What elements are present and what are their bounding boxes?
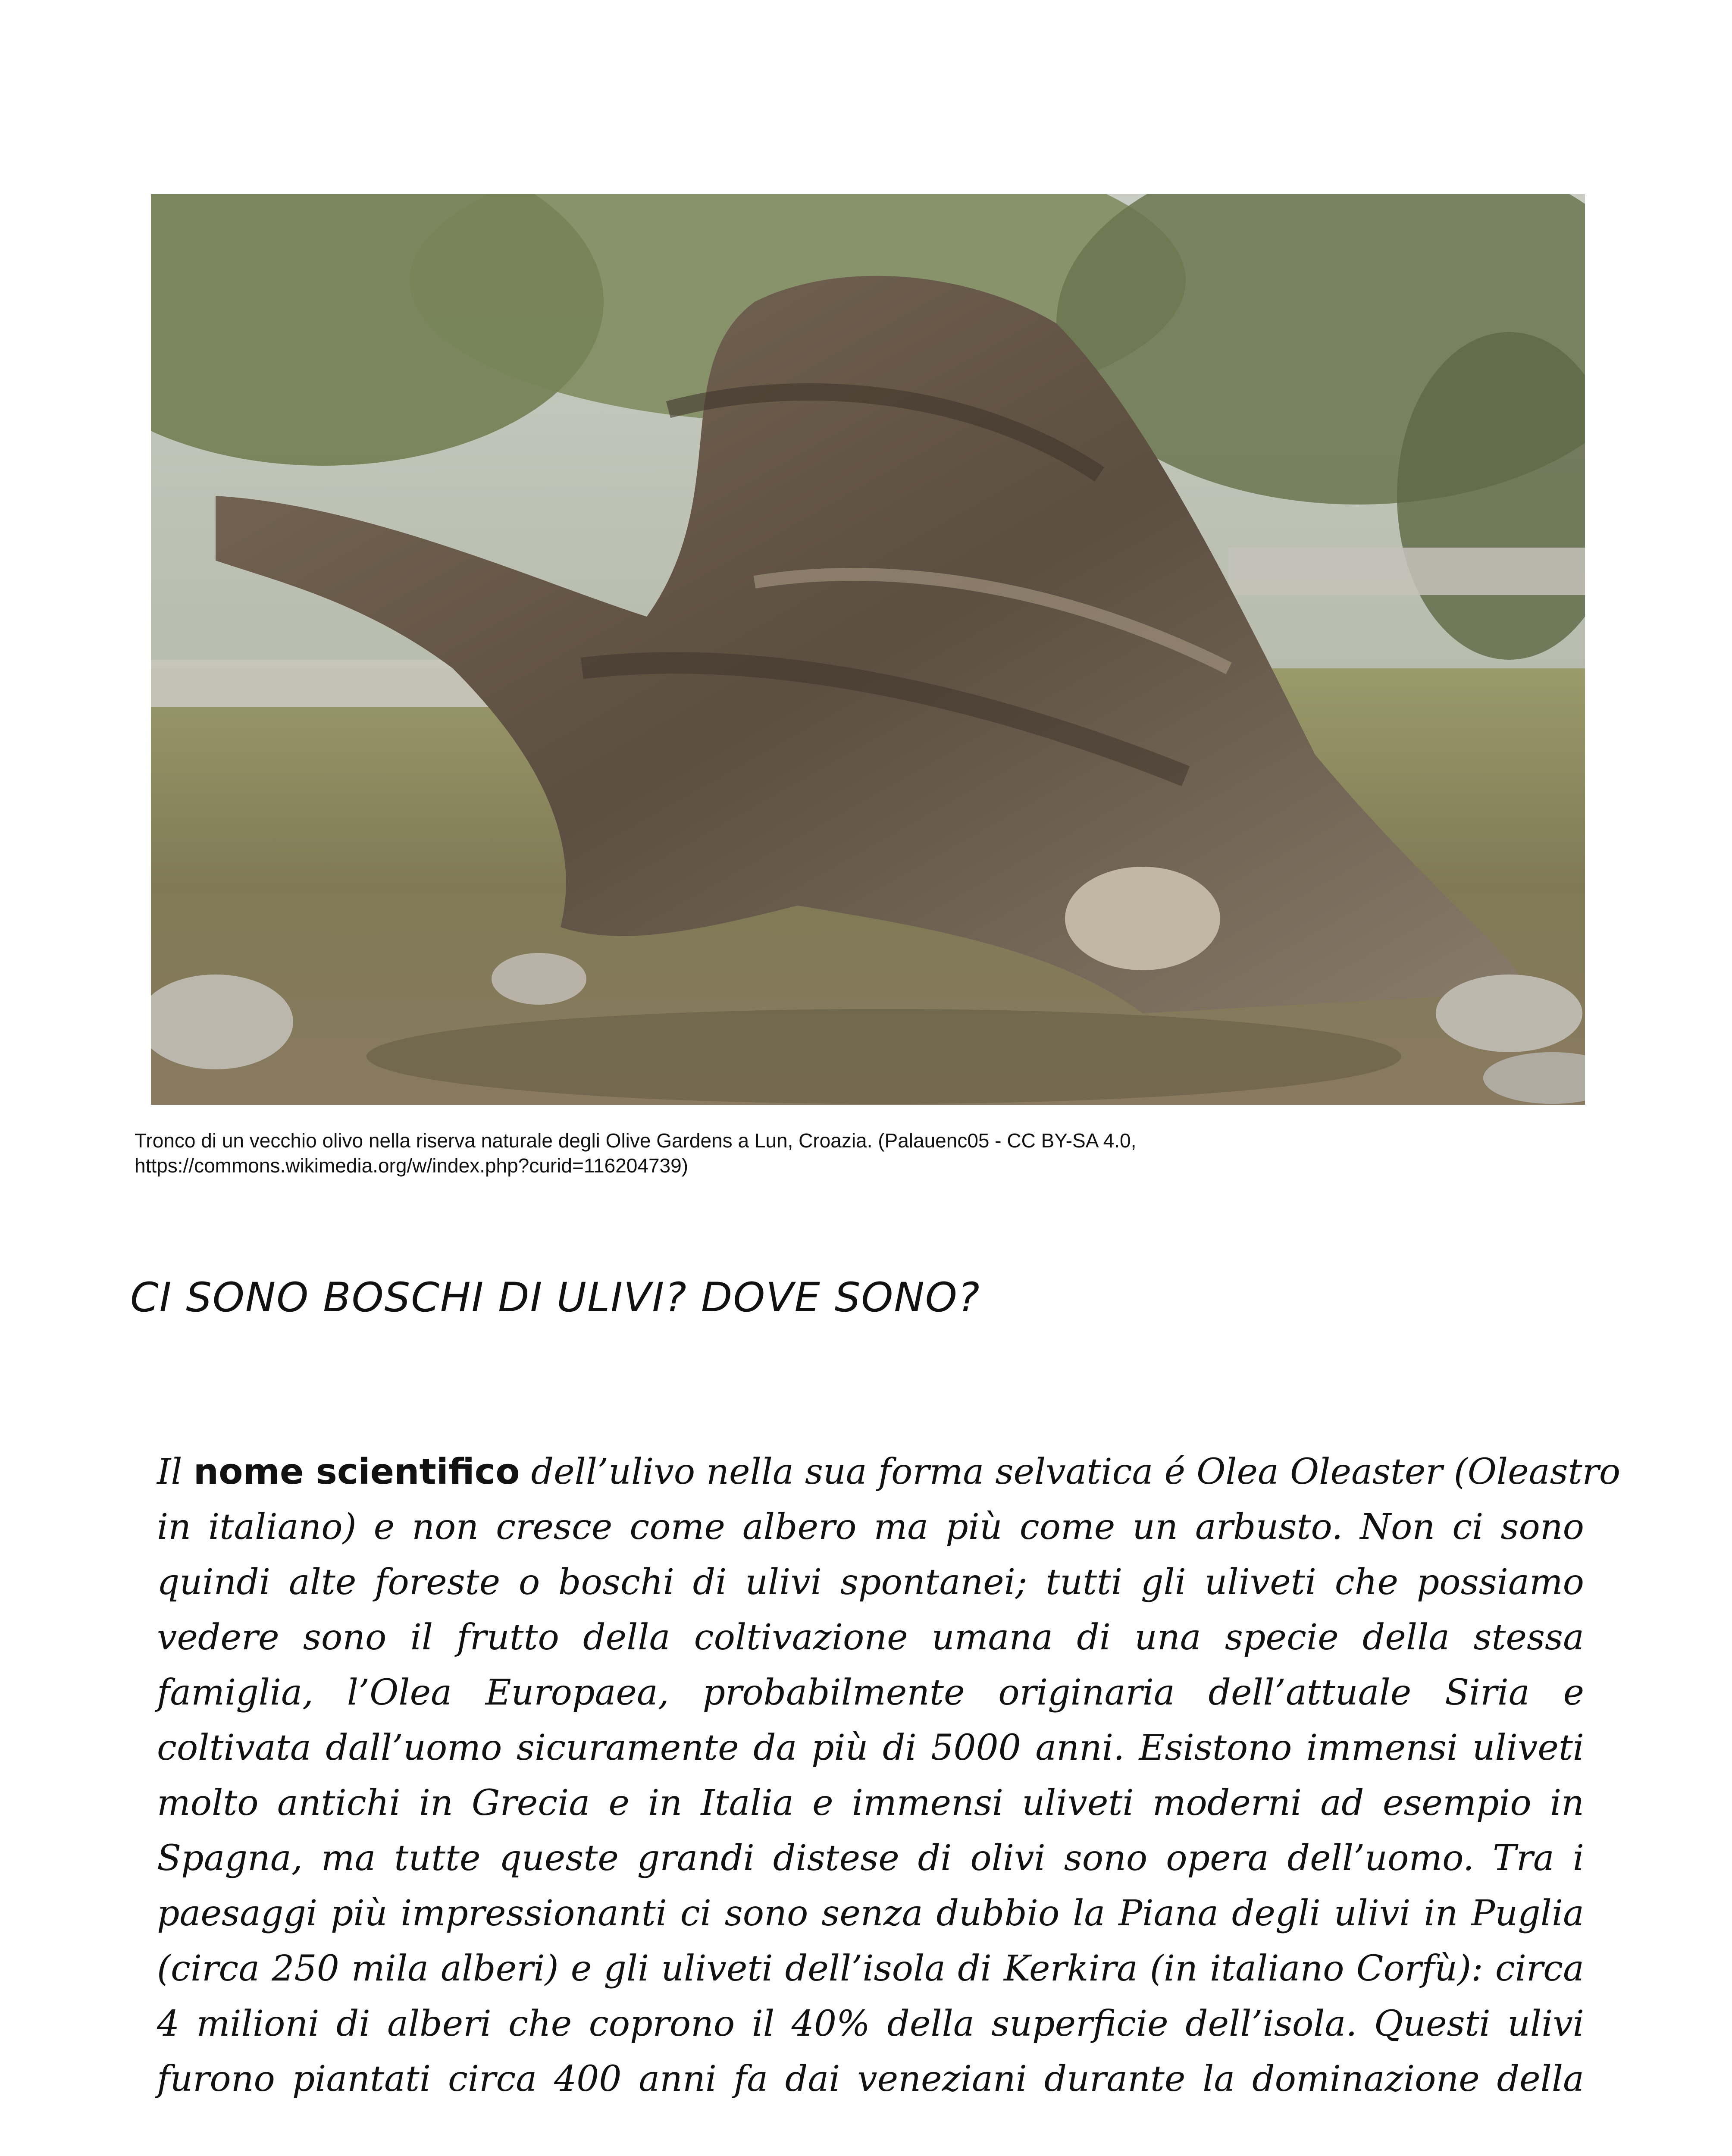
body-line-7: molto antichi in Grecia e in Italia e immensi uliveti moderni ad esempio in [157,1783,1584,1824]
body-line-9: paesaggi più impressionanti ci sono senza dubbio la Piana degli ulivi in Puglia [157,1893,1584,1934]
photo-caption [135,1128,1579,1178]
olive-tree-photo [151,194,1585,1105]
body-line-1 [157,1445,1621,1500]
section-heading: CI SONO BOSCHI DI ULIVI? DOVE SONO? [130,1274,980,1321]
body-line-3: quindi alte foreste o boschi di ulivi spontanei; tutti gli uliveti che possiamo [157,1562,1584,1603]
bold-term: nome scientifico [193,1451,520,1492]
body-line-5: famiglia, l’Olea Europaea, probabilmente originaria dell’attuale Siria e [157,1672,1584,1713]
caption-line-1: Tronco di un vecchio olivo nella riserva naturale degli Olive Gardens a Lun, Croazia. (Palauenc05 - CC BY-SA 4.0, [135,1129,1137,1152]
olive-tree-image [151,194,1585,1105]
body-line-12: furono piantati circa 400 anni fa dai veneziani durante la dominazione della [157,2059,1584,2100]
body-line-1-rest: dell’ulivo nella sua forma selvatica é Olea Oleaster (Oleastro [520,1451,1621,1492]
body-line-8: Spagna, ma tutte queste grandi distese di olivi sono opera dell’uomo. Tra i [157,1838,1584,1879]
body-line-10: (circa 250 mila alberi) e gli uliveti dell’isola di Kerkira (in italiano Corfù): circa [157,1948,1584,1989]
body-line-4: vedere sono il frutto della coltivazione umana di una specie della stessa [157,1617,1584,1658]
caption-line-2: https://commons.wikimedia.org/w/index.php?curid=116204739) [135,1154,689,1177]
body-line-6: coltivata dall’uomo sicuramente da più di 5000 anni. Esistono immensi uliveti [157,1727,1584,1768]
body-line-2: in italiano) e non cresce come albero ma più come un arbusto. Non ci sono [157,1507,1584,1548]
body-intro: Il [157,1451,194,1492]
body-line-11: 4 milioni di alberi che coprono il 40% della superficie dell’isola. Questi ulivi [157,2003,1584,2044]
body-paragraph [157,1445,1621,2107]
